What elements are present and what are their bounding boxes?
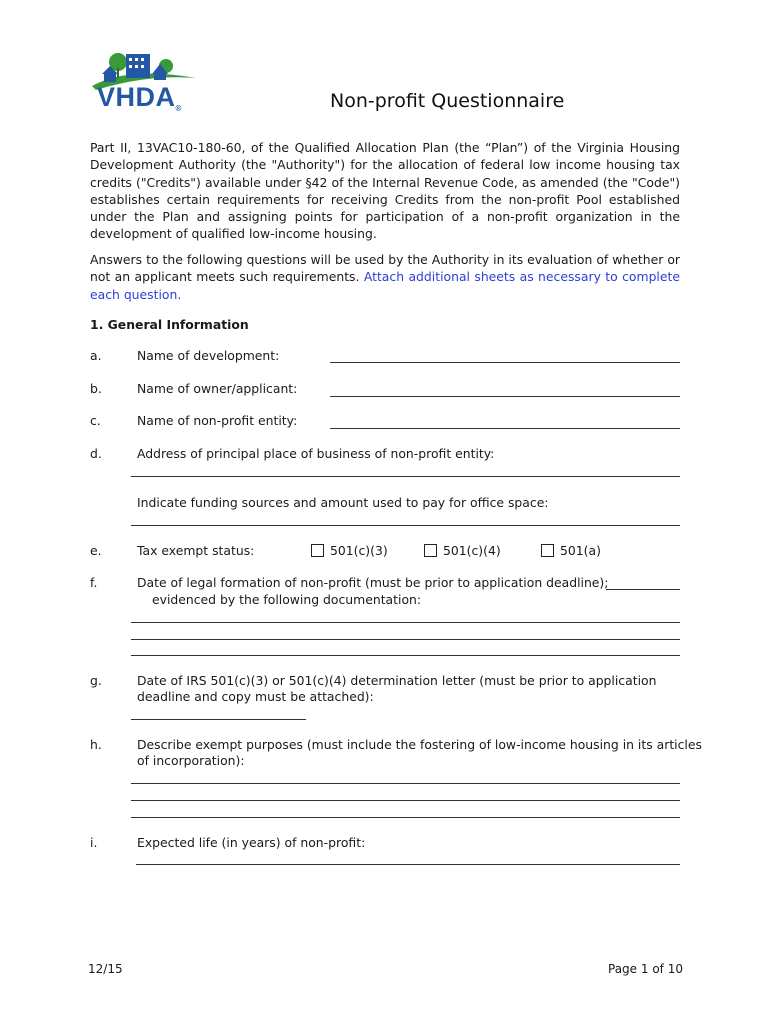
logo-text: VHDA®	[97, 82, 182, 113]
checkbox-501c4[interactable]	[424, 544, 437, 557]
exempt-purposes-field-1[interactable]	[131, 783, 680, 784]
item-a-label: Name of development:	[137, 348, 280, 363]
formation-documentation-field-3[interactable]	[131, 655, 680, 656]
item-b-letter: b.	[90, 381, 102, 396]
item-e-label: Tax exempt status:	[137, 543, 255, 558]
footer-date: 12/15	[88, 962, 123, 976]
item-i-label: Expected life (in years) of non-profit:	[137, 835, 366, 850]
formation-documentation-field-1[interactable]	[131, 622, 680, 623]
item-g-label: Date of IRS 501(c)(3) or 501(c)(4) determination letter (must be prior to application	[137, 673, 657, 688]
determination-letter-date-field[interactable]	[131, 719, 306, 720]
answers-paragraph: Answers to the following questions will be used by the Authority in its evaluation of whether or not an applicant meets such requirements. Attach additional sheets as necessary to complete each question.	[90, 252, 680, 302]
item-d-label: Address of principal place of business of non-profit entity:	[137, 446, 495, 461]
item-f-label: Date of legal formation of non-profit (must be prior to application deadline);	[137, 575, 609, 590]
item-c-letter: c.	[90, 413, 101, 428]
funding-sources-field[interactable]	[131, 525, 680, 526]
item-h-letter: h.	[90, 737, 102, 752]
item-c-label: Name of non-profit entity:	[137, 413, 298, 428]
section-general-information-heading: 1. General Information	[90, 317, 249, 332]
item-f-label-2: evidenced by the following documentation:	[152, 592, 422, 607]
development-name-field[interactable]	[330, 362, 680, 363]
item-g-label-2: deadline and copy must be attached):	[137, 689, 374, 704]
item-e-letter: e.	[90, 543, 102, 558]
attach-sheets-note: Attach additional sheets as necessary to complete each question.	[90, 269, 680, 302]
option-501c3[interactable]: 501(c)(3)	[311, 543, 388, 558]
item-d-letter: d.	[90, 446, 102, 461]
footer-page-number: Page 1 of 10	[608, 962, 683, 976]
option-501c4[interactable]: 501(c)(4)	[424, 543, 501, 558]
owner-applicant-name-field[interactable]	[330, 396, 680, 397]
item-a-letter: a.	[90, 348, 102, 363]
option-501a[interactable]: 501(a)	[541, 543, 601, 558]
exempt-purposes-field-2[interactable]	[131, 800, 680, 801]
item-b-label: Name of owner/applicant:	[137, 381, 298, 396]
nonprofit-entity-name-field[interactable]	[330, 428, 680, 429]
item-h-label-2: of incorporation):	[137, 753, 245, 768]
item-h-label: Describe exempt purposes (must include the fostering of low-income housing in its articles	[137, 737, 702, 752]
checkbox-501c3[interactable]	[311, 544, 324, 557]
checkbox-501a[interactable]	[541, 544, 554, 557]
formation-date-field[interactable]	[606, 589, 680, 590]
funding-sources-label: Indicate funding sources and amount used to pay for office space:	[137, 495, 549, 510]
item-f-letter: f.	[90, 575, 98, 590]
page-title: Non-profit Questionnaire	[330, 90, 565, 112]
expected-life-field[interactable]	[136, 864, 680, 865]
item-g-letter: g.	[90, 673, 102, 688]
intro-paragraph: Part II, 13VAC10-180-60, of the Qualified Allocation Plan (the “Plan”) of the Virginia Housing Development Authority (the "Authority") for the allocation of federal low income housing tax credits ("Credits") available under §42 of the Internal Revenue Code, as amended (the "Code") establishes certain requirements for receiving Credits from the non-profit Pool established under the Plan and assigning points for participation of a non-profit organization in the development of qualified low-income housing.	[90, 140, 680, 242]
formation-documentation-field-2[interactable]	[131, 639, 680, 640]
exempt-purposes-field-3[interactable]	[131, 817, 680, 818]
item-i-letter: i.	[90, 835, 98, 850]
principal-address-field[interactable]	[131, 476, 680, 477]
